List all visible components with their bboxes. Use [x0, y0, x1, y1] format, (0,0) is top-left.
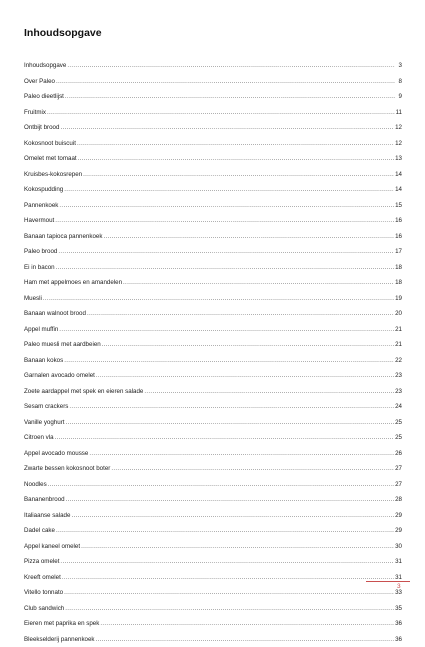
toc-entry-label: Havermout [24, 213, 54, 229]
toc-entry[interactable] [24, 399, 402, 415]
toc-entry-label: Zwarte bessen kokosnoot boter [24, 461, 110, 477]
table-of-contents [24, 58, 402, 647]
toc-entry-label: Ham met appelmoes en amandelen [24, 275, 122, 291]
toc-leader-dots [77, 136, 394, 152]
toc-entry-page: 31 [395, 570, 402, 586]
toc-entry-label: Citroen vla [24, 430, 54, 446]
toc-leader-dots [65, 415, 394, 431]
toc-entry-page: 13 [395, 151, 402, 167]
toc-entry-page: 36 [395, 616, 402, 632]
toc-leader-dots [43, 291, 394, 307]
toc-entry[interactable] [24, 601, 402, 617]
toc-entry-label: Pizza omelet [24, 554, 59, 570]
toc-leader-dots [96, 368, 394, 384]
toc-leader-dots [65, 89, 395, 105]
toc-leader-dots [55, 430, 395, 446]
toc-leader-dots [66, 492, 395, 508]
toc-leader-dots [60, 554, 394, 570]
toc-entry-page: 16 [395, 229, 402, 245]
toc-entry-page: 19 [395, 291, 402, 307]
toc-entry-page: 30 [395, 539, 402, 555]
toc-entry-page: 23 [395, 384, 402, 400]
toc-entry-label: Zoete aardappel met spek en eieren salade [24, 384, 143, 400]
toc-entry[interactable] [24, 368, 402, 384]
toc-entry[interactable] [24, 136, 402, 152]
toc-entry-page: 29 [395, 523, 402, 539]
toc-entry[interactable] [24, 151, 402, 167]
toc-leader-dots [123, 275, 394, 291]
toc-leader-dots [56, 260, 394, 276]
toc-entry-page: 35 [395, 601, 402, 617]
toc-entry-label: Sesam crackers [24, 399, 68, 415]
toc-entry[interactable] [24, 167, 402, 183]
toc-entry-label: Garnalen avocado omelet [24, 368, 95, 384]
toc-entry[interactable] [24, 89, 402, 105]
toc-entry-label: Banaan kokos [24, 353, 63, 369]
toc-entry-label: Inhoudsopgave [24, 58, 66, 74]
toc-entry[interactable] [24, 477, 402, 493]
toc-entry-label: Vitello tonnato [24, 585, 63, 601]
toc-entry-label: Appel avocado mousse [24, 446, 88, 462]
toc-entry[interactable] [24, 229, 402, 245]
toc-leader-dots [100, 616, 394, 632]
toc-entry-label: Pannenkoek [24, 198, 58, 214]
toc-entry[interactable] [24, 213, 402, 229]
toc-leader-dots [89, 446, 394, 462]
toc-entry[interactable] [24, 632, 402, 647]
toc-leader-dots [144, 384, 394, 400]
toc-entry-page: 27 [395, 461, 402, 477]
toc-leader-dots [71, 508, 394, 524]
toc-entry[interactable] [24, 446, 402, 462]
toc-leader-dots [67, 58, 395, 74]
toc-entry-page: 27 [395, 477, 402, 493]
footer-rule [366, 581, 410, 582]
toc-entry[interactable] [24, 58, 402, 74]
toc-leader-dots [78, 151, 394, 167]
toc-entry[interactable] [24, 353, 402, 369]
toc-entry-label: Fruitmix [24, 105, 46, 121]
toc-entry-page: 12 [395, 120, 402, 136]
page-title: Inhoudsopgave [24, 27, 102, 39]
toc-leader-dots [64, 585, 394, 601]
toc-entry-page: 15 [395, 198, 402, 214]
toc-entry-label: Kokosnoot buiscuit [24, 136, 76, 152]
toc-entry-label: Muesli [24, 291, 42, 307]
toc-leader-dots [64, 353, 394, 369]
toc-leader-dots [81, 539, 394, 555]
toc-entry-label: Banaan tapioca pannenkoek [24, 229, 102, 245]
toc-leader-dots [60, 120, 394, 136]
toc-entry-page: 14 [395, 182, 402, 198]
toc-entry-page: 14 [395, 167, 402, 183]
toc-leader-dots [56, 74, 395, 90]
toc-entry[interactable] [24, 384, 402, 400]
toc-entry-page: 29 [395, 508, 402, 524]
toc-leader-dots [59, 198, 394, 214]
toc-entry-label: Kokospudding [24, 182, 63, 198]
toc-entry[interactable] [24, 523, 402, 539]
toc-leader-dots [111, 461, 394, 477]
toc-entry-label: Noodles [24, 477, 47, 493]
toc-entry[interactable] [24, 322, 402, 338]
toc-entry-label: Appel muffin [24, 322, 58, 338]
toc-entry-page: 36 [395, 632, 402, 647]
toc-entry-page: 22 [395, 353, 402, 369]
toc-leader-dots [56, 523, 394, 539]
toc-entry[interactable] [24, 508, 402, 524]
toc-entry-label: Kreeft omelet [24, 570, 61, 586]
toc-entry[interactable] [24, 306, 402, 322]
toc-entry-label: Ei in bacon [24, 260, 55, 276]
toc-entry-label: Paleo dieetlijst [24, 89, 64, 105]
toc-entry-label: Paleo brood [24, 244, 57, 260]
toc-entry-page: 31 [395, 554, 402, 570]
toc-entry[interactable] [24, 337, 402, 353]
toc-leader-dots [48, 477, 394, 493]
toc-leader-dots [69, 399, 394, 415]
toc-entry[interactable] [24, 260, 402, 276]
toc-entry-label: Kruisbes-kokosrepen [24, 167, 82, 183]
toc-entry[interactable] [24, 430, 402, 446]
toc-entry-page: 24 [395, 399, 402, 415]
toc-entry-page: 21 [395, 337, 402, 353]
toc-entry[interactable] [24, 291, 402, 307]
toc-entry-page: 21 [395, 322, 402, 338]
toc-entry-page: 33 [395, 585, 402, 601]
toc-entry-page: 20 [395, 306, 402, 322]
toc-entry-page: 26 [395, 446, 402, 462]
toc-entry-page: 25 [395, 415, 402, 431]
toc-entry-page: 9 [396, 89, 402, 105]
footer-page-number: 3 [397, 583, 401, 590]
toc-leader-dots [65, 601, 394, 617]
toc-entry-label: Eieren met paprika en spek [24, 616, 99, 632]
toc-entry-label: Dadel cake [24, 523, 55, 539]
toc-entry[interactable] [24, 585, 402, 601]
toc-entry-page: 11 [396, 105, 402, 121]
toc-entry-label: Appel kaneel omelet [24, 539, 80, 555]
toc-entry-page: 17 [395, 244, 402, 260]
toc-entry[interactable] [24, 275, 402, 291]
toc-entry-label: Ontbijt brood [24, 120, 59, 136]
toc-entry-label: Italiaanse salade [24, 508, 70, 524]
toc-entry[interactable] [24, 182, 402, 198]
toc-leader-dots [62, 570, 394, 586]
toc-leader-dots [58, 244, 394, 260]
toc-entry-page: 12 [395, 136, 402, 152]
toc-entry-page: 3 [396, 58, 402, 74]
toc-entry-label: Over Paleo [24, 74, 55, 90]
toc-entry-label: Vanille yoghurt [24, 415, 64, 431]
toc-leader-dots [55, 213, 394, 229]
toc-entry-page: 18 [395, 275, 402, 291]
toc-leader-dots [47, 105, 395, 121]
toc-leader-dots [102, 337, 394, 353]
toc-entry[interactable] [24, 74, 402, 90]
toc-leader-dots [87, 306, 394, 322]
toc-entry[interactable] [24, 120, 402, 136]
toc-entry-page: 8 [396, 74, 402, 90]
toc-entry-label: Club sandwich [24, 601, 64, 617]
toc-entry[interactable] [24, 244, 402, 260]
toc-entry-label: Banaan walnoot brood [24, 306, 86, 322]
toc-entry[interactable] [24, 492, 402, 508]
toc-leader-dots [96, 632, 395, 647]
toc-entry[interactable] [24, 461, 402, 477]
toc-entry[interactable] [24, 570, 402, 586]
toc-entry-label: Paleo muesli met aardbeien [24, 337, 101, 353]
toc-leader-dots [64, 182, 394, 198]
toc-entry-label: Bleekselderij pannenkoek [24, 632, 95, 647]
toc-entry-label: Bananenbrood [24, 492, 65, 508]
toc-entry[interactable] [24, 105, 402, 121]
toc-entry[interactable] [24, 539, 402, 555]
toc-entry-page: 18 [395, 260, 402, 276]
toc-entry[interactable] [24, 616, 402, 632]
toc-leader-dots [59, 322, 394, 338]
toc-entry-page: 16 [395, 213, 402, 229]
toc-entry[interactable] [24, 554, 402, 570]
toc-entry-page: 25 [395, 430, 402, 446]
toc-leader-dots [83, 167, 394, 183]
toc-entry[interactable] [24, 415, 402, 431]
toc-entry-page: 28 [395, 492, 402, 508]
toc-entry-page: 23 [395, 368, 402, 384]
toc-entry[interactable] [24, 198, 402, 214]
toc-entry-label: Omelet met tomaat [24, 151, 77, 167]
toc-leader-dots [103, 229, 394, 245]
